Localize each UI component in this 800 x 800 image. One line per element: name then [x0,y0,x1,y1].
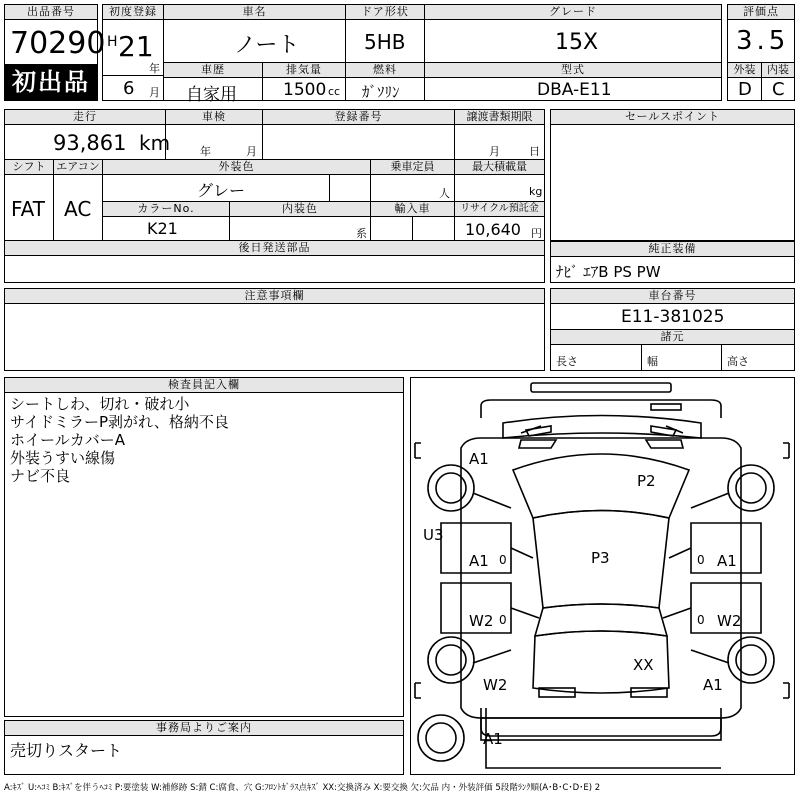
color-no-label: カラーNo. [102,201,230,217]
damage-mark-6: P3 [591,549,610,567]
later-parts-cell [4,255,545,283]
int-color-cell [229,216,371,241]
ext-grade-label: 外装 [727,62,762,78]
lot-number-cell [4,19,106,65]
fuel-cell [345,77,425,101]
ext-grade-cell [727,77,762,101]
width-cell [641,344,722,371]
displacement-unit: cc [328,85,341,98]
fuel-label: 燃料 [345,62,425,78]
ext-color-cell [102,174,330,202]
first-reg-year-cell [102,19,164,76]
height-label: 高さ [727,355,749,368]
inspector-note-3: ホイールカバーA [10,431,125,449]
damage-mark-1: A1 [469,450,489,468]
damage-mark-14: W2 [483,676,508,694]
reg-month-unit: 月 [149,86,160,99]
damage-mark-4: A1 [469,552,489,570]
mileage-cell [4,124,171,160]
shift-cell [4,174,54,241]
ac: AC [64,197,92,221]
max-load-unit: kg [529,185,543,198]
inspector-note-4: 外装うすい線傷 [10,449,116,467]
ext-color-label: 外装色 [102,159,371,175]
width-label: 幅 [647,355,658,368]
equipment-cell [550,256,795,283]
reg-no-cell [262,124,455,160]
car-name-cell [163,19,346,63]
length-cell [550,344,642,371]
reg-no-label: 登録番号 [262,109,455,125]
damage-mark-15: A1 [703,676,723,694]
first-listing-badge: 初出品 [4,64,98,101]
ext-color-extra-cell [329,174,371,202]
int-grade: C [772,79,785,100]
score: 3.5 [736,26,790,56]
import-label: 輸入車 [370,201,455,217]
transfer-cell [454,124,545,160]
grade: 15X [555,30,599,55]
fuel: ｶﾞｿﾘﾝ [362,83,400,101]
int-grade-cell [761,77,795,101]
car-diagram [411,378,794,774]
lot-number: 70290 [10,26,106,61]
legend: A:ｷｽﾞ U:ﾍｺﾐ B:ｷｽﾞを伴うﾍｺﾐ P:要塗装 W:補修跡 S:錆 C:腐食、穴 G:ﾌﾛﾝﾄｶﾞﾗｽ点ｷｽﾞ XX:交換済み X:要交換 欠:欠品 内・外装評価 5段階ﾗﾝｸ順(A･B･C･D･E) 2 [4,783,601,793]
history: 自家用 [186,85,237,105]
inspector-cell [4,392,404,717]
history-label: 車歴 [163,62,263,78]
recycle-unit: 円 [531,227,542,240]
displacement: 1500 [283,80,327,100]
inspector-label: 検査員記入欄 [4,377,404,393]
reg-year-unit: 年 [149,62,160,75]
chassis-number: E11-381025 [621,307,725,327]
ext-grade: D [738,79,752,100]
reg-month: 6 [123,78,135,99]
damage-mark-5: 0 [499,553,507,567]
era: H [107,34,118,50]
damage-mark-13: XX [633,656,654,674]
capacity-cell [370,174,455,202]
transfer-label: 譲渡書類期限 [454,109,545,125]
damage-mark-11: 0 [697,613,705,627]
inspector-notes [10,395,229,485]
office-cell [4,735,404,775]
office-label: 事務局よりご案内 [4,720,404,736]
color-no: K21 [147,219,178,238]
mileage-unit: km [139,131,171,155]
damage-mark-8: A1 [717,552,737,570]
score-label: 評価点 [727,4,795,20]
equipment: ﾅﾋﾞ ｴｱB PS PW [556,263,661,281]
length-label: 長さ [556,355,578,368]
damage-mark-7: 0 [697,553,705,567]
sales-points-cell [550,124,795,241]
mileage: 93,861 [53,131,127,155]
recycle-cell [454,216,545,241]
office-text: 売切りスタート [10,741,123,760]
shift: FAT [11,197,46,221]
ac-cell [53,174,103,241]
inspection-cell [165,124,263,160]
reg-year: 21 [118,30,154,63]
capacity-label: 乗車定員 [370,159,455,175]
damage-mark-2: P2 [637,472,656,490]
import-cell-a [370,216,413,241]
door-type: 5HB [364,30,406,54]
ac-label: エアコン [53,159,103,175]
inspector-note-2: サイドミラーP剥がれ、格納不良 [10,413,229,431]
transfer-day-unit: 日 [529,145,540,158]
car-name: ノート [234,33,300,58]
history-cell [163,77,263,105]
max-load-label: 最大積載量 [454,159,545,175]
first-reg-label: 初度登録 [102,4,164,20]
height-cell [721,344,795,371]
damage-mark-16: A1 [483,730,503,748]
recycle: 10,640 [465,220,521,239]
later-parts-label: 後日発送部品 [4,240,545,256]
inspection-label: 車検 [165,109,263,125]
sales-points-label: セールスポイント [550,109,795,125]
ext-color: グレー [197,181,246,200]
displacement-cell [262,77,346,101]
inspection-year-unit: 年 [200,145,211,158]
int-color-unit: 系 [356,227,367,240]
notes-cell [4,303,545,371]
chassis-label: 車台番号 [550,288,795,304]
model: DBA-E11 [537,80,612,100]
damage-mark-3: U3 [423,526,444,544]
model-cell [424,77,722,101]
lot-label: 出品番号 [4,4,98,20]
grade-label: グレード [424,4,722,20]
max-load-cell [454,174,545,202]
first-reg-month-cell [102,75,164,101]
inspector-note-5: ナビ不良 [10,467,71,485]
displacement-label: 排気量 [262,62,346,78]
score-cell [727,19,795,63]
damage-mark-10: 0 [499,613,507,627]
model-label: 型式 [424,62,722,78]
capacity-unit: 人 [439,187,450,200]
shift-label: シフト [4,159,54,175]
notes-label: 注意事項欄 [4,288,545,304]
equipment-label: 純正装備 [550,241,795,257]
car-name-label: 車名 [163,4,346,20]
door-cell [345,19,425,63]
inspector-note-1: シートしわ、切れ・破れ小 [10,395,190,413]
transfer-month-unit: 月 [489,145,500,158]
int-grade-label: 内装 [761,62,795,78]
chassis-cell [550,303,795,330]
damage-mark-9: W2 [469,612,494,630]
color-no-cell [102,216,230,241]
int-color-label: 内装色 [229,201,371,217]
dims-label: 諸元 [550,329,795,345]
damage-mark-12: W2 [717,612,742,630]
import-cell-b [412,216,455,241]
mileage-label: 走行 [4,109,166,125]
door-label: ドア形状 [345,4,425,20]
car-diagram-frame [410,377,795,775]
grade-cell [424,19,722,63]
inspection-month-unit: 月 [246,145,257,158]
recycle-label: リサイクル預託金 [454,201,545,217]
